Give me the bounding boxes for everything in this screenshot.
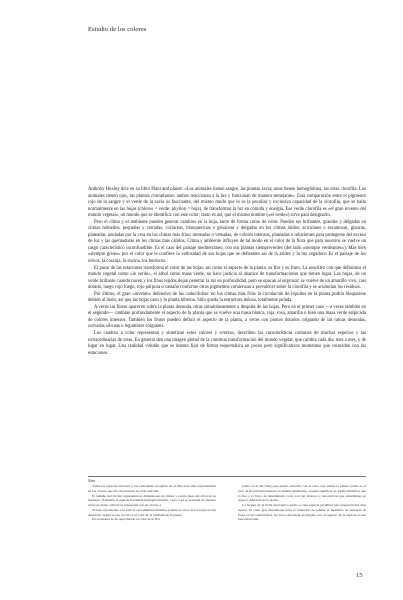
page-number: 15 xyxy=(356,572,363,579)
notes-divider xyxy=(88,476,366,477)
note-paragraph: Todas las especies arbóreas y las variedades recogidas en el libro han sido representadas en los colores que las caracterizan en cada estación. xyxy=(88,484,216,493)
main-text xyxy=(88,187,366,357)
paragraph: Anthony Huxley dice en su libro Plant and planet: «Los animales tienen sangre, las plantas savia; unos tienen hemoglobina, las otras clorofila. Los animales tienen ojos, las plantas cloroplastos: ambos reaccionan a la luz y funcionan de manera semejante». Esta comparación entre el pigmento rojo de la sangre y el verde de la savia es fascinante, del mismo modo que lo es la peculiar y exclusiva capacidad de la clorofila, que se halla normalmente en las hojas (chloros = verde; phyllon = hoja), de transformar la luz en comida y energía. Ese verde clorofila es «el gran invento del mundo vegetal», un mundo que se identifica con este color; tanto es así, que el mismo nombre (»el verde«) sirve para designarlo. xyxy=(88,187,366,219)
note-paragraph: (tanto en el del fruto) que puede coincidir con el color que asume la planta (como es el caso de floraciones intensas en plantas desnudas), o puede significar de forma simbólica que la flor o el fruto de determinado color son tan vistosos y decorativos que determinan un aspecto diferente de la planta. xyxy=(238,484,366,503)
notes-heading: Nota xyxy=(88,479,96,483)
note-paragraph: La lectura de la ficha descriptiva ajusta a cada especie permitirá una interpretación más exacta. El color gris únicamente tiene la intención de señalar el momento de ausencia de hojas en las caducifolias. No hace referencia en ningún caso al aspecto de la especie en ese fase estacional. xyxy=(238,503,366,522)
notes-column-left xyxy=(88,484,216,522)
paragraph: A veces las flores aparecen sobre la planta desnuda, otras simultáneamente o después de las hojas. Pero en el primer caso —a veces también en el segundo— cambian profundamente el aspecto de la planta que se vuelve una masa blanca, roja, rosa, amarilla o bien una masa verde salpicada de colores intensos. También los frutos pueden definir el aspecto de la planta, a veces con pomos dorados colgando de las ramas desnudas, curvadas silicuas o legumbres colgantes. xyxy=(88,304,366,330)
running-head: Estudio de los colores xyxy=(88,26,147,33)
note-paragraph: El tamaño del círculo representa las dimensiones en planta y escala (ejes del árbol en su madurez. (También la especie Escamela madagascariensis, cuya copa se presenta en abanico sobre un plano vertical se representa con un círculo.) xyxy=(88,493,216,507)
note-paragraph: En ocasiones se ha reproducido el color de la flor xyxy=(92,517,160,522)
note-paragraph: Se han reproducido con toda la verosimilitud máxima posible el color de las hojas en sus desarrollo según se vea a la luz y el color de la totalidad de la planta. xyxy=(88,507,216,517)
paragraph: Por último, el gran «invento» defensivo de las caducifolias: en los climas más fríos la circulación de líquidos en la planta podría bloquearse debido al hielo, así que las hojas caen y la planta hiberna. Sólo queda la estructura leñosa, totalmente pelada. xyxy=(88,291,366,304)
paragraph: Los cuadros a color representan y sintetizan estos valores y eventos, describen las características comunes de muchas especies y las extraordinarias de otras. En general dan una imagen global de la continua transformación del mundo vegetal, que cambia cada día, mes a mes, y de lugar en lugar. Una realidad voluble que se intenta fijar de forma esquemática en pocos pero significativos momentos que coinciden con las estaciones. xyxy=(88,331,366,356)
notes-column-right xyxy=(238,484,366,522)
paragraph: El pasar de las estaciones transforma el color de las hojas, así como el aspecto de la planta, su flor y su fruto. La sencillez con que definimos el mundo vegetal como «lo verde», el árbol como masa verde, no hace justicia al abanico de transformaciones que tienen lugar. Las hojas, de un verde brillante cuando nacen y los finos tejidos dejan penetrar la luz en profundidad, pero se opacan al engrosar; se vuelve de un amarillo vivo, casi dorado, luego rojo fuego, rojo púrpura o castaño conforme otros pigmentos comienzan a prevalecer sobre la clorofila y se acumulan los residuos. xyxy=(88,265,366,291)
paragraph: Pero el clima y el ambiente pueden generar cambios en la hoja, tanto de forma como de color. Pueden ser brillantes, grandes y delgadas en climas húmedos; pequeñas y cerradas, coriáceas, blanquecinas o grisáceas y delgadas en los climas áridos; aciculares o escamosas, glaucas, plateadas, azuladas por la cera en los climas más fríos; moteadas o veteadas, de colores intensos, plateadas o relucientes para protegerse del exceso de luz y las quemaduras en los climas más cálidos. Clima y ambiente influyen de tal modo en el color de la flora que para nosotros se vuelve un rasgo característico inconfundible. Es el caso del paisaje mediterráneo, con sus plantas siempreverdes (del latín «siempre verdeantes»). Más bien «siempre grises» por el color que le confiere la vellosidad de sus hojas que se defienden así de la aridez y la luz cegadora. Es el paisaje de los olivos, la coscoja, la encina, los lentiscos. xyxy=(88,219,366,265)
